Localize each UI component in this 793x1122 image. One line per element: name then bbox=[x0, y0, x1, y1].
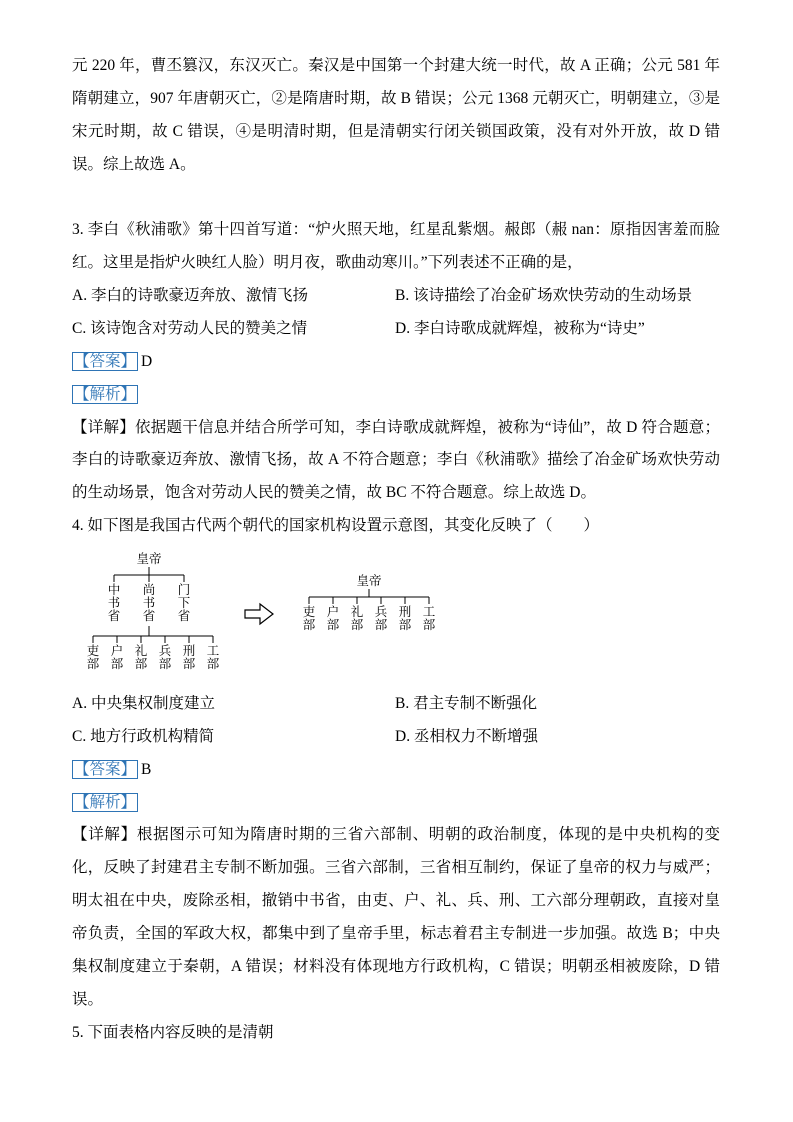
q2-explanation-continued: 元 220 年，曹丕篡汉，东汉灭亡。秦汉是中国第一个封建大统一时代，故 A 正确；公元 581 年隋朝建立，907 年唐朝灭亡，②是隋唐时期，故 B 错误；公元 1368 元朝灭亡，明朝建立，③是宋元时期，故 C 错误，④是明清时期，但是清朝实行闭关锁国政策，没有对外开放，故 D 错误。综上故选 A。 bbox=[72, 57, 720, 173]
q4-answer-value: B bbox=[141, 760, 152, 778]
svg-text:刑部: 刑部 bbox=[398, 605, 412, 633]
svg-text:吏部: 吏部 bbox=[302, 605, 316, 633]
q3-options bbox=[72, 280, 720, 346]
q4-diagram bbox=[74, 550, 720, 684]
q3-stem: 3. 李白《秋浦歌》第十四首写道：“炉火照天地，红星乱紫烟。赧郎（赧 nan：原指因害羞而脸红。这里是指炉火映红人脸）明月夜，歌曲动寒川。”下列表述不正确的是， bbox=[72, 221, 720, 272]
q3-analysis-line bbox=[72, 379, 720, 412]
q3-answer-line bbox=[72, 346, 720, 379]
q3-option-a: A. 李白的诗歌豪迈奔放、激情飞扬 bbox=[72, 287, 308, 305]
svg-text:中书省: 中书省 bbox=[107, 583, 121, 624]
org-chart-left bbox=[74, 550, 232, 684]
q3-option-b: B. 该诗描绘了冶金矿场欢快劳动的生动场景 bbox=[395, 287, 693, 305]
analysis-label: 【解析】 bbox=[74, 385, 137, 403]
q4-options bbox=[72, 688, 720, 754]
analysis-label: 【解析】 bbox=[74, 793, 137, 811]
q3-explanation: 【详解】依据题干信息并结合所学可知，李白诗歌成就辉煌，被称为“诗仙”，故 D 符合题意；李白的诗歌豪迈奔放、激情飞扬，故 A 不符合题意；李白《秋浦歌》描绘了冶金矿场欢快劳动的生动场景，饱含对劳动人民的赞美之情，故 BC 不符合题意。综上故选 D。 bbox=[72, 418, 720, 502]
svg-text:吏部: 吏部 bbox=[86, 644, 100, 672]
svg-text:兵部: 兵部 bbox=[374, 605, 388, 633]
q3-option-d: D. 李白诗歌成就辉煌，被称为“诗史” bbox=[395, 320, 645, 338]
q4-option-d: D. 丞相权力不断增强 bbox=[395, 727, 538, 745]
answer-label: 【答案】 bbox=[74, 760, 137, 778]
q5-stem: 5. 下面表格内容反映的是清朝 bbox=[72, 1023, 274, 1041]
svg-text:工部: 工部 bbox=[206, 644, 220, 672]
svg-text:刑部: 刑部 bbox=[182, 644, 196, 672]
answer-label: 【答案】 bbox=[74, 352, 137, 370]
svg-text:尚书省: 尚书省 bbox=[142, 583, 156, 624]
svg-text:皇帝: 皇帝 bbox=[136, 552, 162, 567]
q4-option-c: C. 地方行政机构精简 bbox=[72, 727, 215, 745]
svg-text:户部: 户部 bbox=[110, 644, 124, 672]
transition-arrow-icon bbox=[244, 602, 274, 626]
svg-text:门下省: 门下省 bbox=[177, 583, 191, 624]
q4-option-a: A. 中央集权制度建立 bbox=[72, 695, 215, 713]
svg-text:礼部: 礼部 bbox=[350, 605, 364, 633]
q4-analysis-line bbox=[72, 787, 720, 820]
svg-text:户部: 户部 bbox=[326, 605, 340, 633]
svg-text:礼部: 礼部 bbox=[134, 644, 148, 672]
q4-answer-line bbox=[72, 754, 720, 787]
q4-option-b: B. 君主专制不断强化 bbox=[395, 695, 538, 713]
q4-stem: 4. 如下图是我国古代两个朝代的国家机构设置示意图，其变化反映了（ ） bbox=[72, 517, 600, 535]
q3-option-c: C. 该诗饱含对劳动人民的赞美之情 bbox=[72, 320, 308, 338]
svg-text:兵部: 兵部 bbox=[158, 644, 172, 672]
svg-text:工部: 工部 bbox=[422, 605, 436, 633]
q3-answer-value: D bbox=[141, 352, 153, 370]
q4-explanation: 【详解】根据图示可知为隋唐时期的三省六部制、明朝的政治制度，体现的是中央机构的变化，反映了封建君主专制不断加强。三省六部制，三省相互制约，保证了皇帝的权力与威严；明太祖在中央，废除丞相，撤销中书省，由吏、户、礼、兵、刑、工六部分理朝政，直接对皇帝负责，全国的军政大权，都集中到了皇帝手里，标志着君主专制进一步加强。故选 B；中央集权制度建立于秦朝，A 错误；材料没有体现地方行政机构，C 错误；明朝丞相被废除，D 错误。 bbox=[72, 826, 720, 1008]
svg-text:皇帝: 皇帝 bbox=[356, 574, 382, 589]
org-chart-right bbox=[290, 572, 448, 644]
